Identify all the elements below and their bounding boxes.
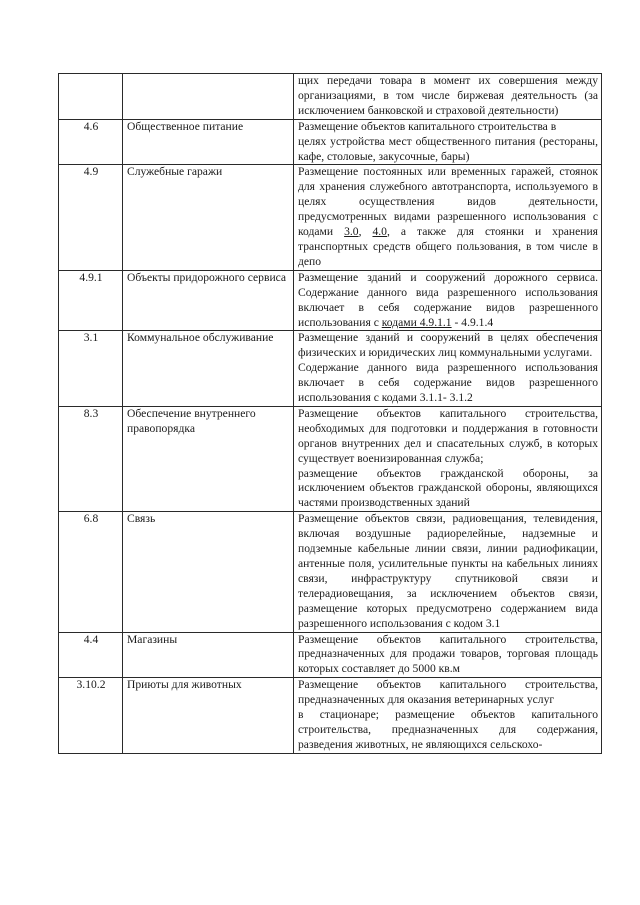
use-code-cell: 4.9.1: [59, 270, 123, 331]
use-name-cell: Обеспечение внутреннего правопорядка: [123, 406, 294, 511]
description-paragraph: [298, 633, 598, 678]
use-description-cell: [294, 632, 602, 678]
use-name-cell: Связь: [123, 512, 294, 632]
table-row: [59, 512, 602, 632]
description-paragraph: [298, 165, 598, 269]
description-text: Размещение объектов капитального строительства, необходимых для подготовки и поддержания в готовности органов внутренних дел и спасательных служб, в которых существует военизированная служба;: [298, 406, 598, 465]
use-code-cell: 3.1: [59, 331, 123, 407]
use-name-cell: Общественное питание: [123, 119, 294, 165]
description-text: размещение объектов гражданской обороны, за исключением объектов гражданской обороны, являющихся частями производственных зданий: [298, 466, 598, 510]
description-paragraph: [298, 467, 598, 512]
description-text: Содержание данного вида разрешенного использования включает в себя содержание видов разрешенного использования с кодами 3.1.1- 3.1.2: [298, 361, 598, 405]
description-text: Размещение зданий и сооружений в целях обеспечения физических и юридических лиц коммунальными услугами.: [298, 331, 598, 360]
description-paragraph: [298, 708, 598, 753]
use-description-cell: [294, 119, 602, 165]
code-reference-link[interactable]: кодами 4.9.1.1: [381, 315, 452, 329]
use-code-cell: 8.3: [59, 406, 123, 511]
description-paragraph: [298, 120, 598, 135]
use-name-cell: [123, 74, 294, 120]
use-code-cell: [59, 74, 123, 120]
table-row: [59, 74, 602, 120]
use-description-cell: [294, 270, 602, 331]
description-text: Размещение зданий и сооружений дорожного сервиса. Содержание данного вида разрешенного использования включает в себя содержание видов разрешенного использования с: [298, 270, 598, 329]
description-text: Размещение объектов связи, радиовещания, телевидения, включая воздушные радиорелейные, надземные и подземные кабельные линии связи, линии радиофикации, антенные поля, усилительные пункты на кабельных линиях связи, инфраструктуру спутниковой связи и телерадиовещания, за исключением объектов связи, размещение которых предусмотрено содержанием вида разрешенного использования с кодом 3.1: [298, 512, 598, 630]
use-name-cell: Служебные гаражи: [123, 165, 294, 270]
description-paragraph: [298, 678, 598, 708]
use-code-cell: 6.8: [59, 512, 123, 632]
use-description-cell: [294, 74, 602, 120]
use-code-cell: 3.10.2: [59, 678, 123, 754]
table-row: [59, 119, 602, 165]
use-name-cell: Объекты придорожного сервиса: [123, 270, 294, 331]
table-row: [59, 406, 602, 511]
code-reference-link[interactable]: 4.0: [372, 225, 387, 239]
description-paragraph: [298, 361, 598, 406]
use-description-cell: [294, 512, 602, 632]
table-row: [59, 270, 602, 331]
description-paragraph: [298, 407, 598, 467]
use-description-cell: [294, 678, 602, 754]
use-description-cell: [294, 165, 602, 270]
code-reference-link[interactable]: 3.0: [344, 225, 359, 239]
description-text: Размещение объектов капитального строительства, предназначенных для оказания ветеринарных услуг: [298, 678, 598, 707]
description-text: Размещение объектов капитального строительства, предназначенных для продажи товаров, торговая площадь которых составляет до 5000 кв.м: [298, 632, 598, 676]
use-name-cell: Магазины: [123, 632, 294, 678]
use-code-cell: 4.9: [59, 165, 123, 270]
description-paragraph: [298, 512, 598, 631]
description-text: ,: [358, 225, 373, 239]
use-description-cell: [294, 331, 602, 407]
land-use-table: [58, 73, 602, 754]
description-paragraph: [298, 74, 598, 119]
description-text: , а также для стоянки и хранения транспортных средств общего пользования, в том числе в депо: [298, 225, 598, 268]
description-paragraph: [298, 135, 598, 165]
use-description-cell: [294, 406, 602, 511]
table-row: [59, 632, 602, 678]
use-code-cell: 4.4: [59, 632, 123, 678]
use-name-cell: Коммунальное обслуживание: [123, 331, 294, 407]
description-text: - 4.9.1.4: [451, 315, 494, 329]
table-row: [59, 165, 602, 270]
description-text: целях устройства мест общественного питания (рестораны, кафе, столовые, закусочные, бары): [298, 134, 598, 163]
table-row: [59, 678, 602, 754]
description-text: Размещение постоянных или временных гаражей, стоянок для хранения служебного автотранспорта, используемого в целях осуществления видов деятельности, предусмотренных видами разрешенного использования с кодами: [298, 165, 598, 239]
table-row: [59, 331, 602, 407]
description-text: в стационаре; размещение объектов капитального строительства, предназначенных для содержания, разведения животных, не являющихся сельскохо-: [298, 708, 598, 751]
description-text: щих передачи товара в момент их совершения между организациями, в том числе биржевая деятельность (за исключением банковской и страховой деятельности): [298, 74, 598, 117]
use-code-cell: 4.6: [59, 119, 123, 165]
description-text: Размещение объектов капитального строительства в: [298, 119, 557, 133]
description-paragraph: [298, 331, 598, 361]
use-name-cell: Приюты для животных: [123, 678, 294, 754]
description-paragraph: [298, 271, 598, 331]
